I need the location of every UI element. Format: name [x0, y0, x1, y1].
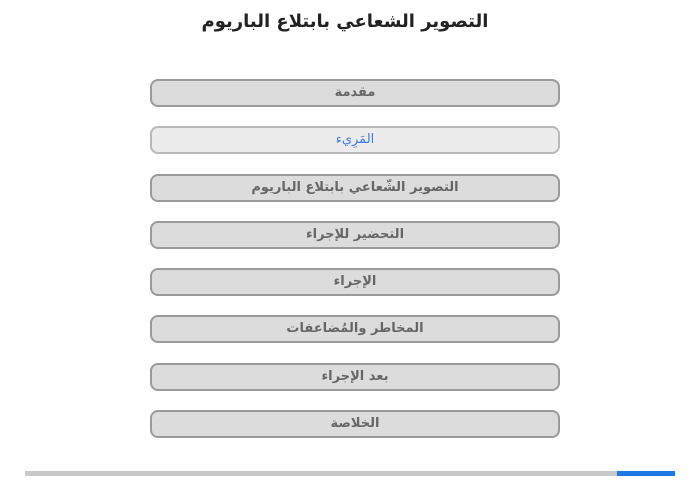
progress-bar: [25, 471, 675, 476]
menu-item-barium-swallow[interactable]: التصوير الشّعاعي بابتلاع الباريوم: [150, 174, 560, 202]
menu-item-esophagus[interactable]: المَرِيء: [150, 126, 560, 154]
menu-item-procedure[interactable]: الإجراء: [150, 268, 560, 296]
section-menu: [150, 79, 560, 457]
menu-item-risks-complications[interactable]: المخاطر والمُضاعفات: [150, 315, 560, 343]
menu-item-preparation[interactable]: التحضير للإجراء: [150, 221, 560, 249]
menu-item-summary[interactable]: الخلاصة: [150, 410, 560, 438]
page-title: التصوير الشعاعي بابتلاع الباريوم: [201, 11, 489, 32]
progress-bar-fill: [617, 471, 676, 476]
menu-item-after-procedure[interactable]: بعد الإجراء: [150, 363, 560, 391]
menu-item-introduction[interactable]: مقدمة: [150, 79, 560, 107]
